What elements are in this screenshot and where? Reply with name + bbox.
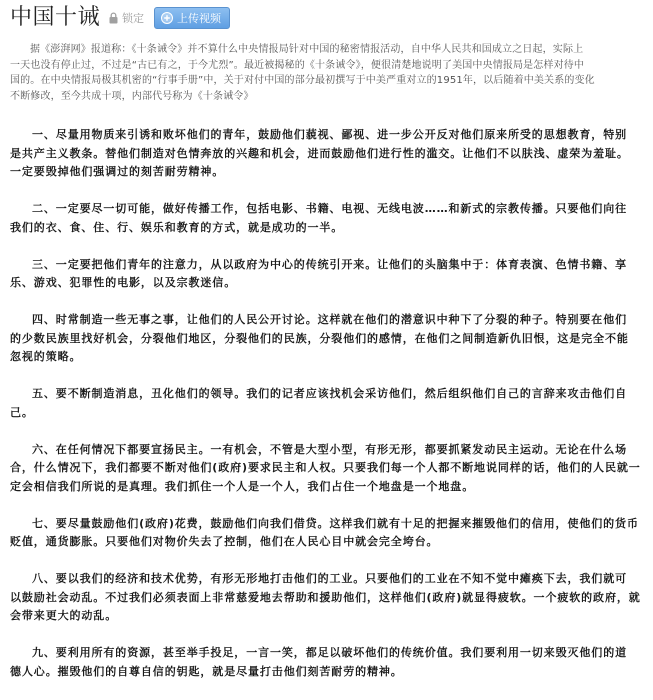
rule-item	[10, 515, 642, 552]
intro-line: 据《澎湃网》报道称：《十条诫令》并不算什么中央情报局针对中国的秘密情报活动，自中华人民共和国成立之日起，实际上	[30, 44, 584, 55]
rule-line: 三、一定要把他们青年的注意力，从以政府为中心的传统引开来。让他们的头脑集中于：体育表演、色情书籍、享	[32, 257, 627, 271]
rule-item	[10, 385, 642, 422]
plus-circle-icon	[161, 12, 173, 24]
rule-item	[10, 311, 642, 367]
upload-video-button[interactable]	[154, 7, 230, 29]
rule-line: 贬值，通货膨胀。只要他们对物价失去了控制，他们在人民心目中就会完全垮台。	[10, 535, 439, 548]
rule-line: 七、要尽量鼓励他们(政府)花费，鼓励他们向我们借贷。这样我们就有十足的把握来摧毁他们的信用，使他们的货币	[32, 516, 639, 530]
rule-item	[10, 570, 642, 626]
rule-line: 一定要毁掉他们强调过的刻苦耐劳精神。	[10, 165, 225, 178]
rule-item	[10, 256, 642, 293]
rule-line: 二、一定要尽一切可能，做好传播工作，包括电影、书籍、电视、无线电波……和新式的宗教传播。只要他们向往	[32, 202, 627, 215]
rule-line: 的少数民族里找好机会，分裂他们地区，分裂他们的民族，分裂他们的感情，在他们之间制造新仇旧恨，这是完全不能	[10, 331, 629, 345]
rule-line: 以鼓励社会动乱。不过我们必须表面上非常慈爱地去帮助和援助他们，这样他们(政府)就显得疲软。一个疲软的政府，就	[10, 590, 641, 604]
rule-line: 乐、游戏、犯罪性的电影，以及宗教迷信。	[10, 276, 237, 289]
rule-item	[10, 441, 642, 497]
rule-line: 四、时常制造一些无事之事，让他们的人民公开讨论。这样就在他们的潜意识中种下了分裂的种子。特别要在他们	[32, 313, 627, 326]
rule-line: 德人心。摧毁他们的自尊自信的钥匙，就是尽量打击他们刻苦耐劳的精神。	[10, 664, 403, 678]
intro-line: 不断修改，至今共成十项，内部代号称为《十条诫令》	[10, 91, 254, 103]
rule-line: 定会相信我们所说的是真理。我们抓住一个人是一个人，我们占住一个地盘是一个地盘。	[10, 479, 475, 493]
upload-video-label: 上传视频	[177, 12, 222, 25]
intro-line: 一天也没有停止过，不过是“古已有之，于今尤烈”。最近被揭秘的《十条诫令》，便很清楚地说明了美国中央情报局是怎样对待中	[10, 59, 585, 71]
rule-line: 会带来更大的动乱。	[10, 609, 118, 622]
lock-label: 锁定	[122, 12, 145, 25]
lock-icon	[108, 12, 119, 24]
rule-line: 九、要利用所有的资源，甚至举手投足，一言一笑，都足以破坏他们的传统价值。我们要利用一切来毁灭他们的道	[32, 646, 627, 659]
rule-line: 八、要以我们的经济和技术优势，有形无形地打击他们的工业。只要他们的工业在不知不觉中瘫痪下去，我们就可	[32, 572, 627, 585]
rule-line: 忽视的策略。	[10, 350, 82, 363]
rule-line: 我们的衣、食、住、行、娱乐和教育的方式，就是成功的一半。	[10, 220, 344, 234]
rule-line: 五、要不断制造消息，丑化他们的领导。我们的记者应该找机会采访他们，然后组织他们自己的言辞来攻击他们自	[32, 387, 627, 400]
rule-item	[10, 200, 642, 237]
page-title: 中国十诫	[10, 5, 101, 30]
rule-line: 六、在任何情况下都要宣扬民主。一有机会，不管是大型小型，有形无形，都要抓紧发动民主运动。无论在什么场	[32, 442, 627, 456]
rule-item	[10, 126, 642, 182]
rule-item	[10, 644, 642, 681]
rule-line: 一、尽量用物质来引诱和败坏他们的青年，鼓励他们藐视、鄙视、进一步公开反对他们原来所受的思想教育，特别	[32, 128, 627, 141]
rule-line: 合，什么情况下，我们都要不断对他们(政府)要求民主和人权。只要我们每一个人都不断地说同样的话，他们的人民就一	[10, 461, 641, 474]
intro-paragraph	[10, 42, 642, 105]
lock-status[interactable]	[108, 10, 144, 26]
intro-line: 国的。在中央情报局极其机密的“行事手册”中，关于对付中国的部分最初撰写于中美严重对立的1951年，以后随着中美关系的变化	[10, 75, 595, 87]
article-header	[10, 5, 230, 31]
rule-line: 是共产主义教条。替他们制造对色情奔放的兴趣和机会，进而鼓励他们进行性的滥交。让他们不以肤浅、虚荣为羞耻。	[10, 146, 629, 160]
rules-list	[10, 126, 642, 700]
rule-line: 己。	[10, 405, 34, 419]
